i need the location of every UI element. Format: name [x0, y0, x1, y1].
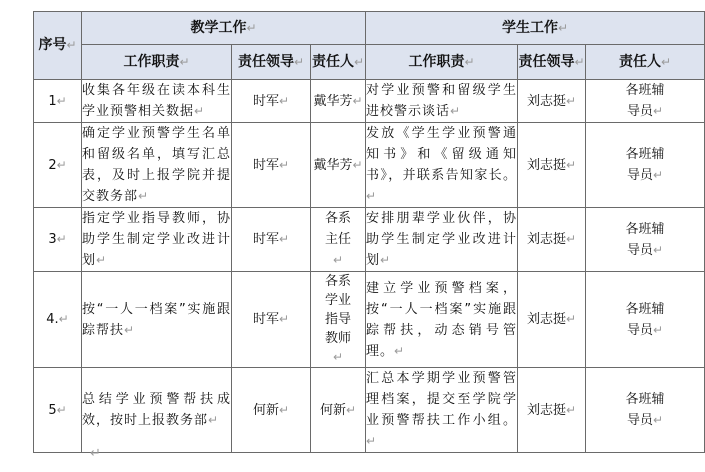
row-seq: 3↵	[34, 208, 82, 272]
header-student-work: 学生工作↵	[366, 12, 705, 45]
row-seq: 2↵	[34, 123, 82, 208]
row-seq: 1↵	[34, 80, 82, 123]
table-row	[34, 123, 705, 208]
teach-duty-cell: 确定学业预警学生名单和留级名单，填写汇总表，及时上报学院并提交教务部↵	[82, 123, 232, 208]
stu-person-cell: 各班辅导员↵	[586, 80, 705, 123]
stu-person-cell: 各班辅导员↵	[586, 272, 705, 368]
header-seq: 序号↵	[34, 12, 82, 80]
stu-duty-cell: 对学业预警和留级学生进校警示谈话↵	[366, 80, 518, 123]
header-teach-leader: 责任领导↵	[232, 45, 311, 80]
row-seq: 5↵	[34, 368, 82, 453]
header-teach-person: 责任人↵	[311, 45, 366, 80]
stu-person-cell: 各班辅导员↵	[586, 123, 705, 208]
stu-leader-cell: 刘志挺↵	[518, 123, 586, 208]
stu-duty-cell: 汇总本学期学业预警管理档案，提交至学院学业预警帮扶工作小组。↵	[366, 368, 518, 453]
teach-leader-cell: 时军↵	[232, 208, 311, 272]
teach-person-cell: 各系主任↵	[311, 208, 366, 272]
stu-person-cell: 各班辅导员↵	[586, 208, 705, 272]
stu-duty-cell: 建立学业预警档案，按“一人一档案”实施跟踪帮扶，动态销号管理。↵	[366, 272, 518, 368]
row-seq: 4.↵	[34, 272, 82, 368]
teach-leader-cell: 时军↵	[232, 80, 311, 123]
stu-person-cell: 各班辅导员↵	[586, 368, 705, 453]
teach-leader-cell: 何新↵	[232, 368, 311, 453]
stu-leader-cell: 刘志挺↵	[518, 272, 586, 368]
stu-duty-cell: 安排朋辈学业伙伴，协助学生制定学业改进计划↵	[366, 208, 518, 272]
table-row	[34, 208, 705, 272]
table-row	[34, 272, 705, 368]
header-teaching-work: 教学工作↵	[82, 12, 366, 45]
paragraph-mark: ↵	[90, 446, 101, 461]
teach-leader-cell: 时军↵	[232, 123, 311, 208]
stu-duty-cell: 发放《学生学业预警通知书》和《留级通知书》，并联系告知家长。↵	[366, 123, 518, 208]
warning-duty-table	[33, 11, 705, 453]
header-stu-duty: 工作职责↵	[366, 45, 518, 80]
table-row	[34, 368, 705, 453]
header-stu-person: 责任人↵	[586, 45, 705, 80]
table-row	[34, 80, 705, 123]
header-teach-duty: 工作职责↵	[82, 45, 232, 80]
teach-duty-cell: 指定学业指导教师，协助学生制定学业改进计划↵	[82, 208, 232, 272]
teach-person-cell: 何新↵	[311, 368, 366, 453]
stu-leader-cell: 刘志挺↵	[518, 368, 586, 453]
stu-leader-cell: 刘志挺↵	[518, 208, 586, 272]
header-stu-leader: 责任领导↵	[518, 45, 586, 80]
teach-leader-cell: 时军↵	[232, 272, 311, 368]
teach-duty-cell: 按“一人一档案”实施跟踪帮扶↵	[82, 272, 232, 368]
stu-leader-cell: 刘志挺↵	[518, 80, 586, 123]
teach-person-cell: 各系学业指导教师↵	[311, 272, 366, 368]
teach-person-cell: 戴华芳↵	[311, 80, 366, 123]
teach-duty-cell: 总结学业预警帮扶成效，按时上报教务部↵	[82, 368, 232, 453]
teach-duty-cell: 收集各年级在读本科生学业预警相关数据↵	[82, 80, 232, 123]
teach-person-cell: 戴华芳↵	[311, 123, 366, 208]
